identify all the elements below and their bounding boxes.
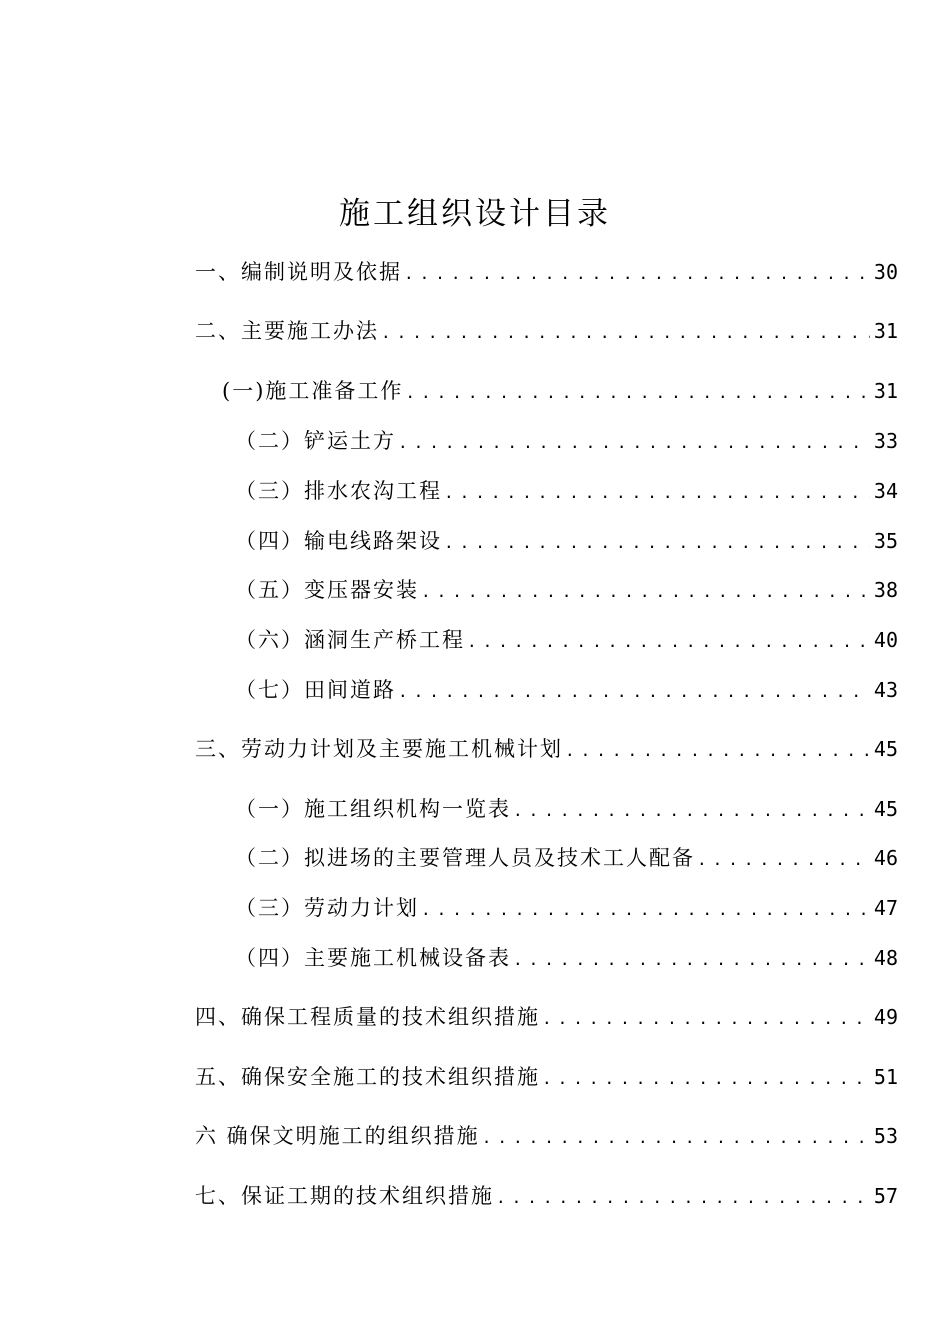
toc-entry[interactable]: [235, 794, 898, 824]
toc-entry-label: 五、确保安全施工的技术组织措施: [195, 1065, 540, 1089]
toc-entry[interactable]: [195, 257, 898, 287]
toc-entry-label: （一）施工组织机构一览表: [235, 797, 511, 821]
dot-leader: [697, 847, 870, 873]
dot-leader: [405, 380, 870, 406]
toc-entry[interactable]: [235, 893, 898, 923]
toc-entry[interactable]: [195, 316, 898, 346]
toc-page-number: 30: [873, 260, 898, 284]
toc-entry-label: 四、确保工程质量的技术组织措施: [195, 1005, 540, 1029]
toc-entry-label: （六）涵洞生产桥工程: [235, 628, 465, 652]
dot-leader: [398, 430, 870, 456]
toc-entry[interactable]: [235, 675, 898, 705]
dot-leader: [381, 320, 870, 346]
toc-entry[interactable]: [235, 843, 898, 873]
toc-entry-label: 二、主要施工办法: [195, 319, 379, 343]
dot-leader: [513, 798, 870, 824]
toc-entry-label: （三）劳动力计划: [235, 896, 419, 920]
toc-entry[interactable]: [195, 1002, 898, 1032]
toc-page-number: 35: [873, 529, 898, 553]
toc-entry-label: 七、保证工期的技术组织措施: [195, 1184, 494, 1208]
toc-entry[interactable]: [235, 526, 898, 556]
toc-entry[interactable]: [195, 734, 898, 764]
toc-entry[interactable]: [195, 1062, 898, 1092]
dot-leader: [565, 738, 870, 764]
toc-page-number: 45: [873, 797, 898, 821]
dot-leader: [444, 530, 870, 556]
toc-page-number: 45: [873, 737, 898, 761]
toc-entry[interactable]: [235, 943, 898, 973]
toc-entry[interactable]: [235, 625, 898, 655]
dot-leader: [482, 1125, 870, 1151]
dot-leader: [444, 480, 870, 506]
dot-leader: [398, 679, 870, 705]
toc-page-number: 34: [873, 479, 898, 503]
toc-page-number: 33: [873, 429, 898, 453]
toc-page-number: 40: [873, 628, 898, 652]
toc-page-number: 48: [873, 946, 898, 970]
toc-page-number: 46: [873, 846, 898, 870]
toc-entry[interactable]: [195, 1121, 898, 1151]
dot-leader: [404, 261, 870, 287]
dot-leader: [513, 947, 870, 973]
toc-entry-label: （七）田间道路: [235, 678, 396, 702]
page-title: 施工组织设计目录: [339, 196, 611, 232]
toc-page-number: 51: [873, 1065, 898, 1089]
toc-page-number: 53: [873, 1124, 898, 1148]
dot-leader: [421, 579, 870, 605]
toc-entry-label: （五）变压器安装: [235, 578, 419, 602]
toc-entry[interactable]: [235, 426, 898, 456]
toc-entry-label: (一)施工准备工作: [222, 379, 404, 403]
toc-page-number: 49: [873, 1005, 898, 1029]
toc-page-number: 57: [873, 1184, 898, 1208]
toc-entry[interactable]: [235, 575, 898, 605]
toc-page-number: 47: [873, 896, 898, 920]
toc-page-number: 43: [873, 678, 898, 702]
toc-entry-label: （四）输电线路架设: [235, 529, 442, 553]
toc-entry[interactable]: [235, 476, 898, 506]
toc-page-number: 31: [873, 379, 898, 403]
dot-leader: [496, 1185, 870, 1211]
dot-leader: [467, 629, 870, 655]
toc-entry-label: 六 确保文明施工的组织措施: [195, 1124, 480, 1148]
toc-entry[interactable]: [195, 1181, 898, 1211]
toc-entry[interactable]: [222, 376, 898, 406]
toc-entry-label: （二）铲运土方: [235, 429, 396, 453]
toc-page-number: 31: [873, 319, 898, 343]
toc-entry-label: （三）排水农沟工程: [235, 479, 442, 503]
dot-leader: [421, 897, 870, 923]
toc-entry-label: （四）主要施工机械设备表: [235, 946, 511, 970]
toc-entry-label: 一、编制说明及依据: [195, 260, 402, 284]
toc-entry-label: 三、劳动力计划及主要施工机械计划: [195, 737, 563, 761]
dot-leader: [542, 1066, 870, 1092]
dot-leader: [542, 1006, 870, 1032]
toc-entry-label: （二）拟进场的主要管理人员及技术工人配备: [235, 846, 695, 870]
toc-page-number: 38: [873, 578, 898, 602]
